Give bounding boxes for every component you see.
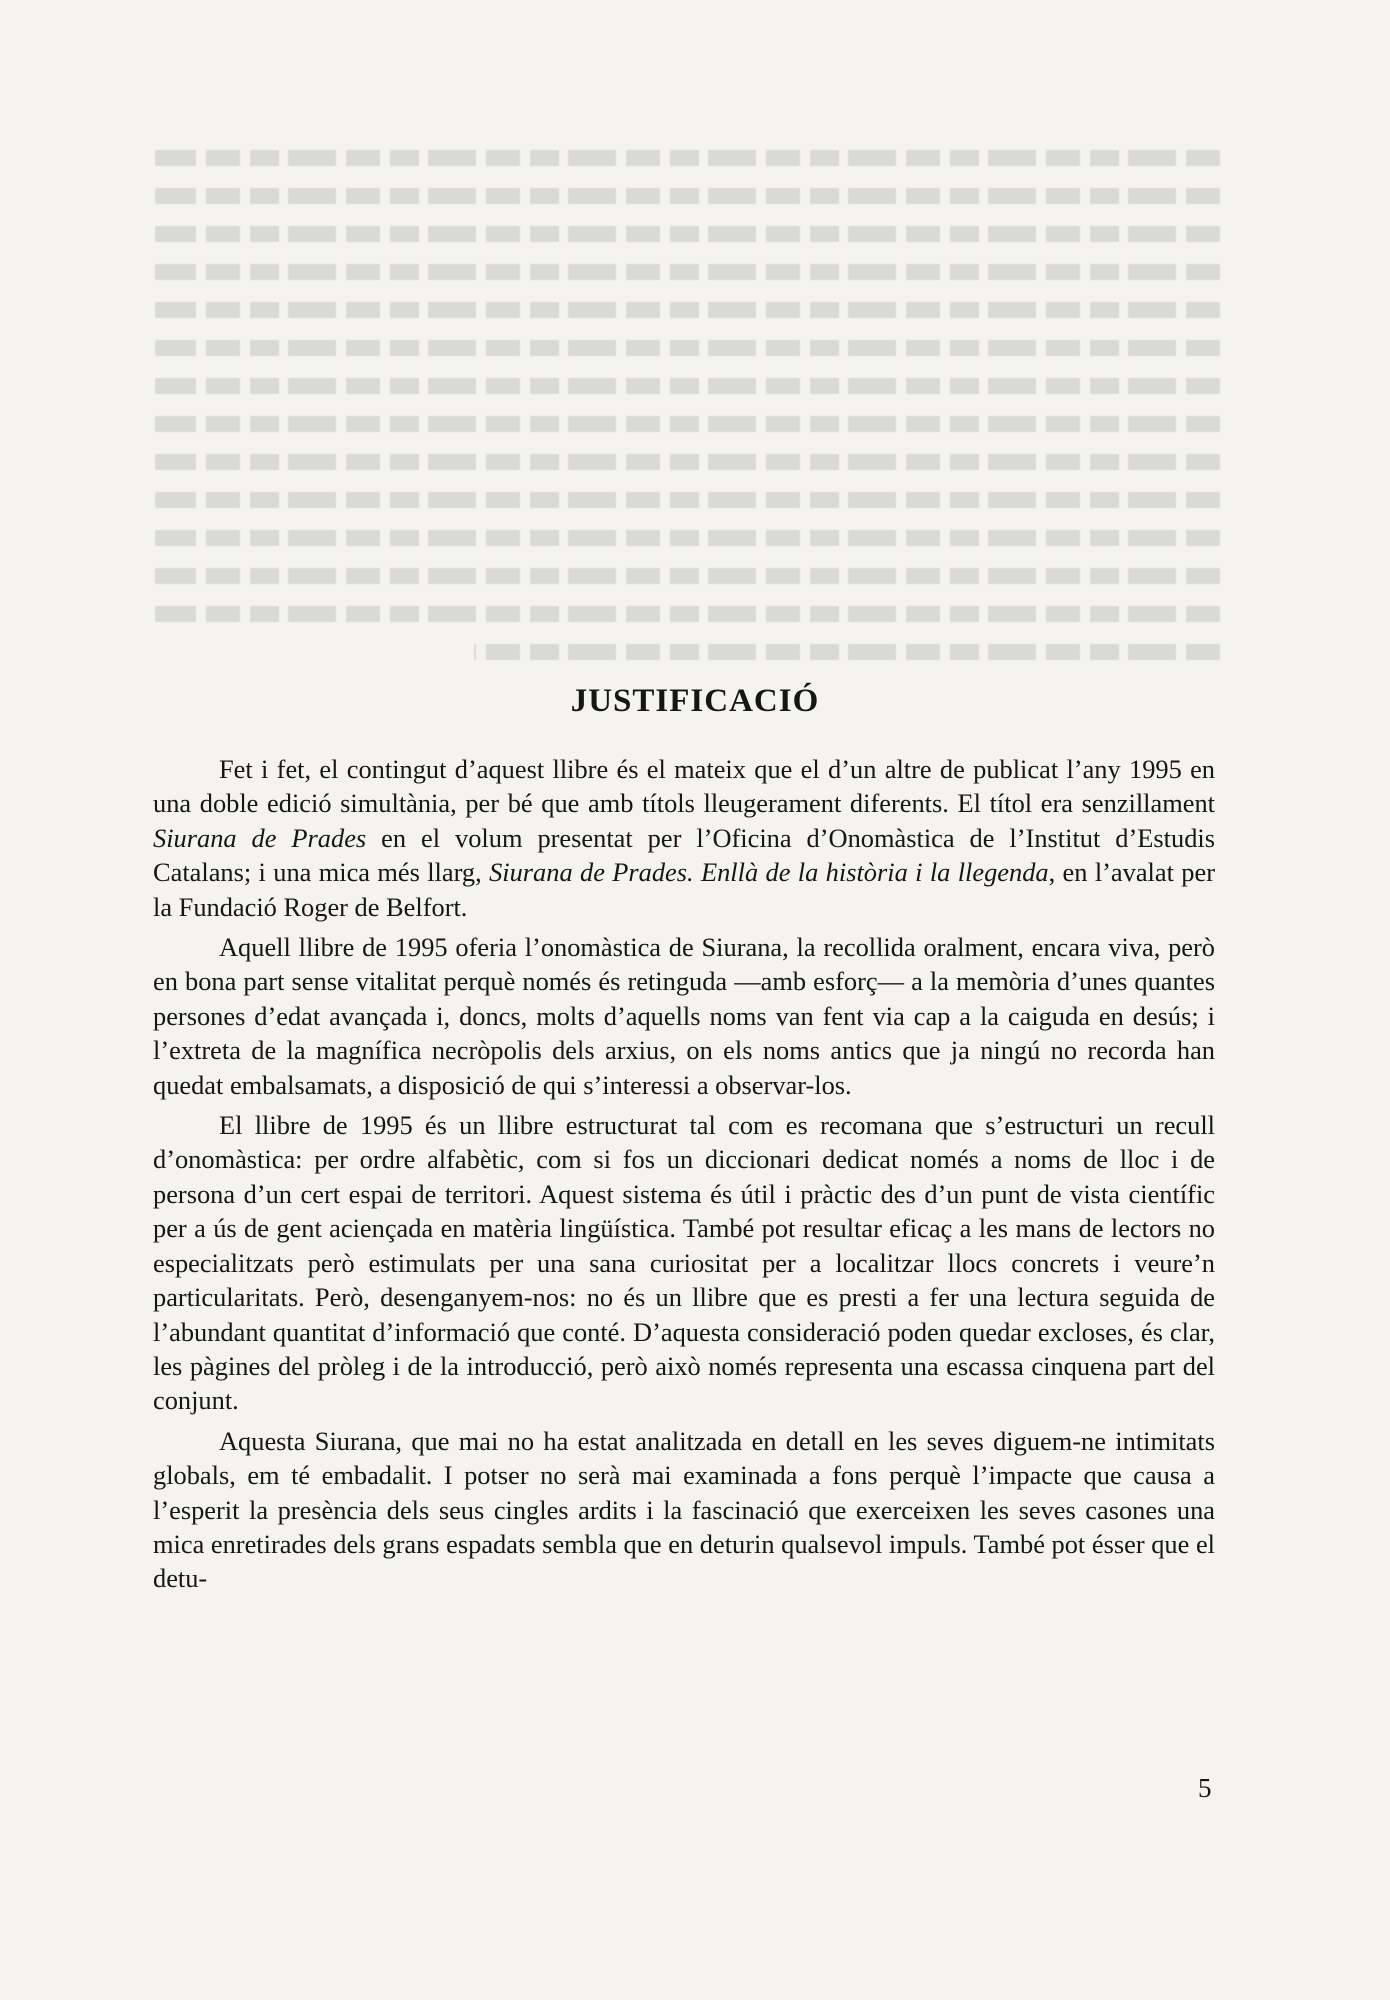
body-text (153, 752, 1215, 1602)
paragraph-4 (153, 1424, 1215, 1596)
show-through-text (155, 150, 1220, 670)
text-run: Aquell llibre de 1995 oferia l’onomàstica de Siurana, la recollida oralment, encara viva, però en bona part sense vitalitat perquè només és retinguda —amb esforç— a la memòria d’unes quantes persones d’edat avançada i, doncs, molts d’aquells noms van fent via cap a la caiguda en desús; i l’extreta de la magnífica necròpolis dels arxius, on els noms antics que ja ningú no recorda han quedat embalsamats, a disposició de qui s’interessi a observar-los. (153, 932, 1215, 1100)
italic-title-run: Siurana de Prades (153, 822, 367, 853)
page-number: 5 (1198, 1773, 1212, 1803)
text-run: , en l’avalat per la Fundació Roger de Belfort. (153, 857, 1215, 922)
paragraph-3 (153, 1108, 1215, 1418)
text-run: El llibre de 1995 és un llibre estructurat tal com es recomana que s’estructuri un recull d’onomàstica: per ordre alfabètic, com si fos un diccionari dedicat només a noms de lloc i de persona d’un cert espai de territori. Aquest sistema és útil i pràctic des d’un punt de vista científic per a ús de gent aciençada en matèria lingüística. També pot resultar eficaç a les mans de lectors no especialitzats però estimulats per una sana curiositat per a localitzar llocs concrets i veure’n particularitats. Però, desenganyem-nos: no és un llibre que es presti a fer una lectura seguida de l’abundant quantitat d’informació que conté. D’aquesta consideració poden quedar excloses, és clar, les pàgines del pròleg i de la introducció, però això només representa una escassa cinquena part del conjunt. (153, 1110, 1215, 1416)
page-title: JUSTIFICACIÓ (570, 683, 820, 719)
paragraph-2 (153, 930, 1215, 1102)
paragraph-1 (153, 752, 1215, 924)
text-run: Aquesta Siurana, que mai no ha estat analitzada en detall en les seves diguem-ne intimitats globals, em té embadalit. I potser no serà mai examinada a fons perquè l’impacte que causa a l’esperit la presència dels seus cingles ardits i la fascinació que exerceixen les seves casones una mica enretirades dels grans espadats sembla que en deturin qualsevol impuls. També pot ésser que el detu- (153, 1425, 1215, 1594)
text-run: Fet i fet, el contingut d’aquest llibre és el mateix que el d’un altre de publicat l’any 1995 en una doble edició simultània, per bé que amb títols lleugerament diferents. El títol era senzillament (153, 754, 1215, 819)
italic-title-run: Siurana de Prades. Enllà de la història i la llegenda (489, 857, 1049, 888)
text-run: en el volum presentat per l’Oficina d’Onomàstica de l’Institut d’Estudis Catalans; i una mica més llarg, (153, 822, 1215, 888)
